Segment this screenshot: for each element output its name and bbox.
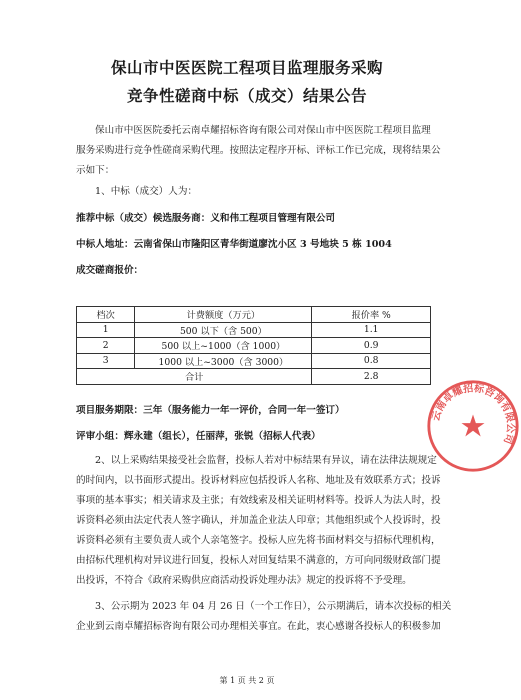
- cell-rate: 0.9: [312, 338, 431, 354]
- doc-title-line1: 保山市中医医院工程项目监理服务采购: [110, 58, 383, 77]
- table-row: [77, 353, 431, 369]
- doc-title-line2: 竞争性磋商中标（成交）结果公告: [126, 86, 367, 105]
- cell-tier: 2: [77, 338, 135, 354]
- s2-line-3: 事项的基本事实；相关请求及主张；有效线索及相关证明材料等。投诉人为法人时，投: [76, 495, 441, 506]
- company-seal-icon: [425, 378, 521, 474]
- seal-text: 云南卓耀招标咨询有限公司: [430, 383, 516, 446]
- cell-amount: 500 以下（含 500）: [135, 322, 312, 338]
- cell-tier: 1: [77, 322, 135, 338]
- s3-line-2: 企业到云南卓耀招标咨询有限公司办理相关事宜。在此，衷心感谢各投标人的积极参加: [76, 621, 441, 632]
- intro-line-1: 保山市中医医院委托云南卓耀招标咨询有限公司对保山市中医医院工程项目监理: [95, 125, 431, 136]
- fee-table-header: [77, 307, 431, 323]
- s2-line-5: 诉资料必须有主要负责人或个人亲笔签字。投标人应先将书面材料交与招标代理机构，: [76, 535, 441, 546]
- address-line: [76, 236, 392, 250]
- cell-rate: 1.1: [312, 322, 431, 338]
- header-amount: 计费额度（万元）: [135, 307, 312, 323]
- fee-table: [76, 306, 431, 385]
- intro-line-2: 服务采购进行竞争性磋商采购代理。按照法定程序开标、评标工作已完成，现将结果公: [76, 145, 441, 156]
- candidate-line: [76, 210, 335, 224]
- s2-line-6: 由招标代理机构对异议进行回复，投标人对回复结果不满意的，方可向同级财政部门提: [76, 555, 441, 566]
- service-period: 项目服务期限：三年（服务能力一年一评价，合同一年一签订）: [76, 405, 345, 416]
- cell-tier: 3: [77, 353, 135, 369]
- table-total-row: [77, 369, 431, 385]
- total-value: 2.8: [312, 369, 431, 385]
- address-label: 中标人地址：: [76, 239, 134, 250]
- cell-rate: 0.8: [312, 353, 431, 369]
- svg-text:云南卓耀招标咨询有限公司: [430, 381, 518, 446]
- s2-line-2: 的时间内，以书面形式提出。投诉材料应包括投诉人名称、地址及有效联系方式；投诉: [76, 475, 441, 486]
- table-row: [77, 338, 431, 354]
- address-value: 云南省保山市隆阳区青华街道廖沈小区 3 号地块 5 栋 1004: [133, 239, 392, 250]
- s2-line-1: 2、以上采购结果接受社会监督，投标人若对中标结果有异议，请在法律法规规定: [95, 455, 437, 466]
- header-rate: 报价率 %: [312, 307, 431, 323]
- review-team: 评审小组：辉永建（组长），任丽萍，张锐（招标人代表）: [76, 431, 321, 442]
- cell-amount: 500 以上~1000（含 1000）: [135, 338, 312, 354]
- section1-heading: 1、中标（成交）人为：: [95, 186, 198, 197]
- s3-line-1: 3、公示期为 2023 年 04 月 26 日（一个工作日），公示期满后，请本次投标的相关: [95, 601, 452, 612]
- page-footer: 第 1 页 共 2 页: [219, 676, 275, 685]
- table-row: [77, 322, 431, 338]
- cell-amount: 1000 以上~3000（含 3000）: [135, 353, 312, 369]
- candidate-value: 义和伟工程项目管理有限公司: [210, 213, 336, 224]
- total-label: 合计: [77, 369, 312, 385]
- candidate-label: 推荐中标（成交）候选服务商：: [76, 213, 211, 224]
- header-tier: 档次: [77, 307, 135, 323]
- s2-line-4: 诉资料必须由法定代表人签字确认，并加盖企业法人印章；其他组织或个人投诉时，投: [76, 515, 441, 526]
- intro-line-3: 示如下：: [76, 165, 115, 176]
- rate-label: 成交磋商报价：: [76, 265, 144, 276]
- s2-line-7: 出投诉，不符合《政府采购供应商活动投诉处理办法》规定的投诉将不予受理。: [76, 575, 412, 586]
